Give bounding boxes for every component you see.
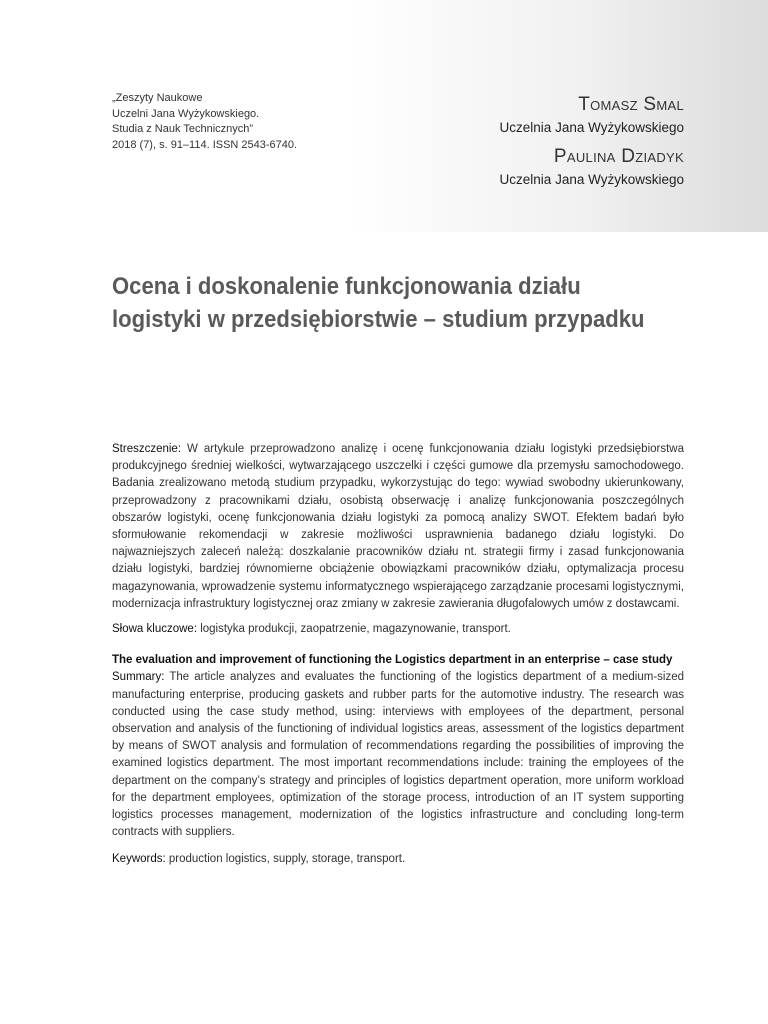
abstract-label: Streszczenie: — [112, 443, 182, 455]
author-name: Paulina Dziadyk — [553, 146, 684, 167]
title-line: logistyki w przedsiębiorstwie – studium przypadku — [112, 306, 645, 333]
journal-citation — [112, 91, 332, 153]
authors-block — [354, 92, 684, 196]
keywords-en — [112, 851, 684, 868]
author-affiliation: Uczelnia Jana Wyżykowskiego — [499, 172, 684, 187]
english-title: The evaluation and improvement of functioning the Logistics department in an enterprise – case study — [112, 654, 673, 667]
abstract-text: W artykule przeprowadzono analizę i ocenę funkcjonowania działu logistyki przedsiębiorstwa produkcyjnego średniej wielkości, wytwarzającego uszczelki i części gumowe dla przemysłu samochodowego. Badania zrealizowano metodą studium przypadku, wykorzystując do tego: wywiad swobodny ukierunkowany, przeprowadzony z pracownikami działu, osobistą obserwację i analizę funkcjonowania poszczególnych obszarów logistyki, ocenę funkcjonowania działu logistyki za pomocą analizy SWOT. Efektem badań było sformułowanie rekomendacji w zakresie możliwości usprawnienia badanego działu logistyki. Do najwazniejszych zaleceń należą: doszkalanie pracowników działu nt. strategii firmy i zasad funkcjonowania działu logistyki, bardziej równomierne obciążenie obowiązkami pracowników działu, optymalizacja procesu magazynowania, wprowadzenie systemu informatycznego wspierającego zarządzanie procesami logistycznymi, modernizacja infrastruktury logistycznej oraz zmiany w zakresie zawierania długofalowych umów z dostawcami. — [112, 443, 684, 610]
title-line: Ocena i doskonalenie funkcjonowania działu — [112, 273, 581, 300]
abstract-section — [112, 441, 684, 877]
keywords-pl — [112, 621, 684, 638]
abstract-pl — [112, 441, 684, 613]
keywords-label: Słowa kluczowe: — [112, 623, 198, 636]
citation-line: „Zeszyty Naukowe — [112, 92, 203, 104]
keywords-text: logistyka produkcji, zaopatrzenie, magazynowanie, transport. — [197, 623, 511, 636]
summary-text: The article analyzes and evaluates the functioning of the logistics department of a medium-sized manufacturing enterprise, producing gaskets and rubber parts for the automotive industry. The research was conducted using the case study method, using: interviews with employees of the department, personal observation and analysis of the functioning of individual logistics areas, assessment of the logistics department by means of SWOT analysis and formulation of recommendations regarding the possibilities of improving the examined logistics department. The most important recommendations include: training the employees of the department on the company’s strategy and principles of logistics department operation, more uniform workload for the department employees, optimization of the storage process, introduction of an IT system supporting logistics processes management, modernization of the logistics infrastructure and concluding long-term contracts with suppliers. — [112, 671, 684, 839]
keywords-en-text: production logistics, supply, storage, transport. — [165, 853, 406, 866]
summary-label: Summary: — [112, 671, 165, 684]
paper-title — [112, 270, 646, 336]
summary-en — [112, 669, 684, 841]
citation-line: 2018 (7), s. 91–114. ISSN 2543-6740. — [112, 138, 298, 151]
author-affiliation: Uczelnia Jana Wyżykowskiego — [499, 120, 684, 135]
citation-line: Uczelni Jana Wyżykowskiego. — [112, 107, 260, 120]
keywords-en-label: Keywords: — [112, 853, 166, 866]
citation-line: Studia z Nauk Technicznych” — [112, 123, 254, 135]
author-name: Tomasz Smal — [578, 94, 684, 115]
